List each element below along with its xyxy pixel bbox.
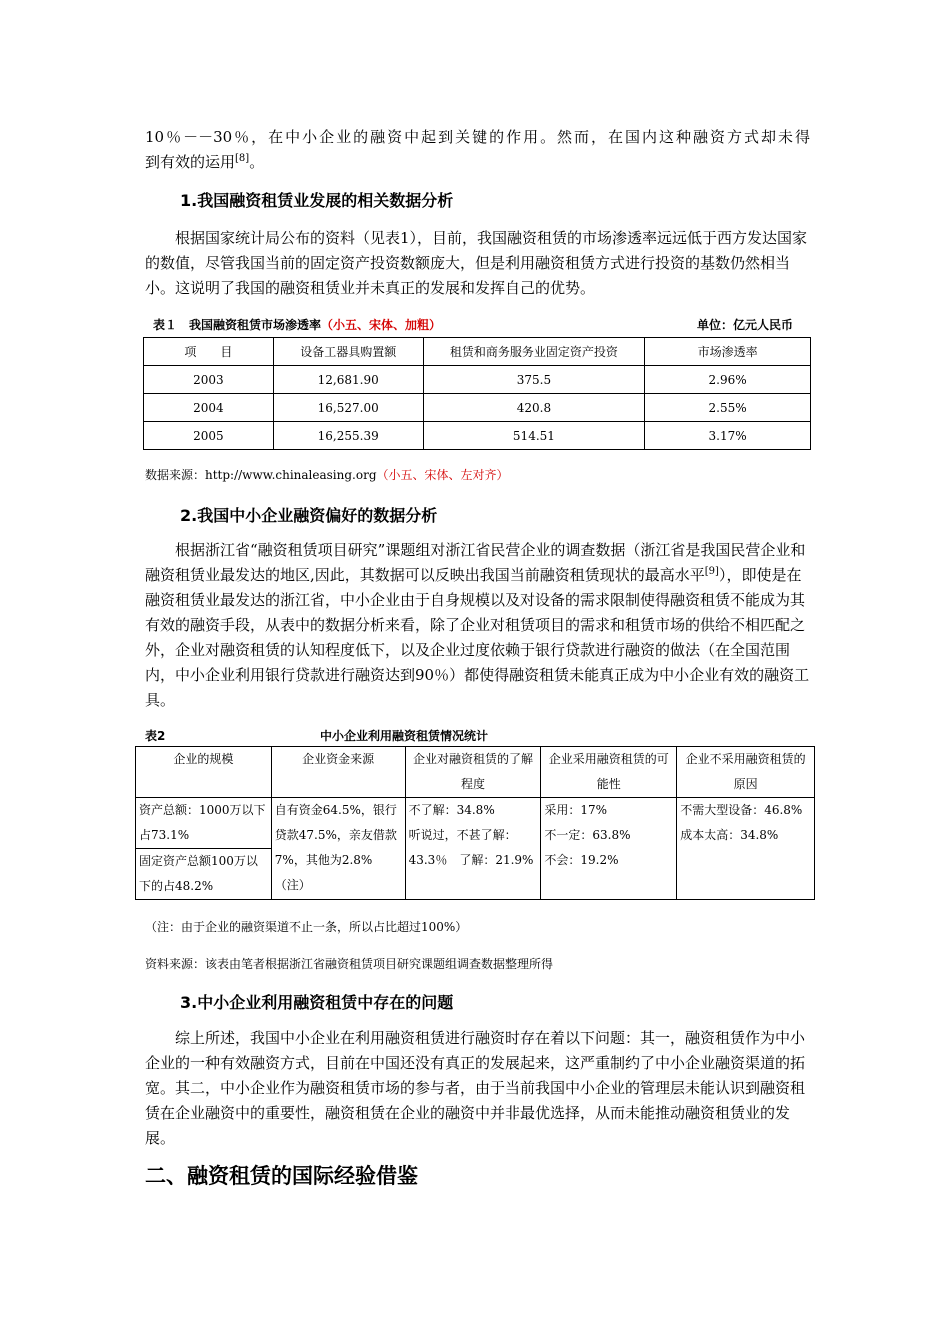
table-cell: 2.55% xyxy=(645,394,811,422)
table-2-header-row xyxy=(136,747,815,798)
table-cell: 16,527.00 xyxy=(273,394,423,422)
reason-line: 成本太高：34.8% xyxy=(680,828,779,842)
table-cell: 2003 xyxy=(144,366,274,394)
table-1-header: 租赁和商务服务业固定资产投资 xyxy=(423,338,645,366)
table-1-header-row xyxy=(144,338,811,366)
table-cell-scale-2: 固定资产总额100万以下的占48.2% xyxy=(136,849,272,900)
understanding-line: 不了解：34.8% xyxy=(408,803,495,817)
table-cell-funding: 自有资金64.5%，银行贷款47.5%，亲友借款7%，其他为2.8%（注） xyxy=(271,798,405,900)
section-3-paragraph: 综上所述，我国中小企业在利用融资租赁进行融资时存在着以下问题：其一，融资租赁作为中小企业的一种有效融资方式，目前在中国还没有真正的发展起来，这严重制约了中小企业融资渠道的拓宽。其二，中小企业作为融资租赁市场的参与者，由于当前我国中小企业的管理层未能认识到融资租赁在企业融资中的重要性，融资租赁在企业的融资中并非最优选择，从而未能推动融资租赁业的发展。 xyxy=(145,1029,806,1147)
table-2 xyxy=(135,746,815,900)
citation-9: [9] xyxy=(704,566,719,577)
table-cell: 2005 xyxy=(144,422,274,450)
intro-end: 。 xyxy=(249,153,265,171)
table-cell-scale-1: 资产总额：1000万以下占73.1% xyxy=(136,798,272,849)
table-cell-reasons xyxy=(677,798,815,900)
citation-8: [8] xyxy=(235,153,250,164)
table-2-header: 企业不采用融资租赁的原因 xyxy=(677,747,815,798)
table-1-format-note: （小五、宋体、加粗） xyxy=(321,318,442,332)
table-2-label: 表2 xyxy=(145,729,166,743)
table-1-source xyxy=(145,466,509,483)
table-1-unit: 单位：亿元人民币 xyxy=(696,318,793,332)
table-cell: 514.51 xyxy=(423,422,645,450)
table-cell: 16,255.39 xyxy=(273,422,423,450)
table-1-title: 表１ 我国融资租赁市场渗透率 xyxy=(153,318,322,332)
table-row xyxy=(136,798,815,849)
possibility-line: 不一定：63.8% xyxy=(544,828,631,842)
section-2-heading: 2.我国中小企业融资偏好的数据分析 xyxy=(180,506,438,525)
section-2-paragraph xyxy=(145,538,810,713)
understanding-line: 听说过，不甚了解：43.3％ 了解：21.9% xyxy=(408,828,534,867)
table-cell-understanding xyxy=(405,798,541,900)
table-row xyxy=(144,366,811,394)
table-2-header: 企业采用融资租赁的可能性 xyxy=(541,747,677,798)
intro-line-1: 10％－－30％，在中小企业的融资中起到关键的作用。然而，在国内这种融资方式却未得 xyxy=(145,128,810,146)
table-2-title: 中小企业利用融资租赁情况统计 xyxy=(320,729,489,743)
table-cell: 2004 xyxy=(144,394,274,422)
section-3-heading: 3.中小企业利用融资租赁中存在的问题 xyxy=(180,993,454,1012)
table-cell: 3.17% xyxy=(645,422,811,450)
table-1-caption xyxy=(153,316,793,333)
table-cell: 2.96% xyxy=(645,366,811,394)
table-cell: 375.5 xyxy=(423,366,645,394)
table-1-source-note: （小五、宋体、左对齐） xyxy=(376,468,509,482)
intro-paragraph xyxy=(145,125,810,175)
table-1-header: 市场渗透率 xyxy=(645,338,811,366)
reason-line: 不需大型设备：46.8% xyxy=(680,803,803,817)
table-row xyxy=(144,394,811,422)
section-1-heading: 1.我国融资租赁业发展的相关数据分析 xyxy=(180,191,454,210)
table-2-note: （注：由于企业的融资渠道不止一条，所以占比超过100%） xyxy=(145,920,468,934)
table-2-header: 企业的规模 xyxy=(136,747,272,798)
table-1-header: 设备工器具购置额 xyxy=(273,338,423,366)
table-2-source: 资料来源：该表由笔者根据浙江省融资租赁项目研究课题组调查数据整理所得 xyxy=(145,957,554,971)
table-1-header: 项 目 xyxy=(144,338,274,366)
possibility-line: 不会：19.2% xyxy=(544,853,619,867)
possibility-line: 采用：17% xyxy=(544,803,608,817)
table-2-caption xyxy=(145,727,785,744)
section-2-text-b: ），即使是在融资租赁业最发达的浙江省，中小企业由于自身规模以及对设备的需求限制使得融资租赁不能成为其有效的融资手段，从表中的数据分析来看，除了企业对租赁项目的需求和租赁市场的供给不相匹配之外，企业对融资租赁的认知程度低下，以及企业过度依赖于银行贷款进行融资的做法（在全国范围内，中小企业利用银行贷款进行融资达到90％）都使得融资租赁未能真正成为中小企业有效的融资工具。 xyxy=(145,566,810,709)
table-cell: 12,681.90 xyxy=(273,366,423,394)
table-cell: 420.8 xyxy=(423,394,645,422)
section-2-text-a: 根据浙江省“融资租赁项目研究”课题组对浙江省民营企业的调查数据（浙江省是我国民营企业和融资租赁业最发达的地区,因此，其数据可以反映出我国当前融资租赁现状的最高水平 xyxy=(145,541,806,584)
intro-line-2: 到有效的运用 xyxy=(145,153,236,171)
table-2-header: 企业资金来源 xyxy=(271,747,405,798)
table-1 xyxy=(143,337,811,450)
chapter-heading: 二、融资租赁的国际经验借鉴 xyxy=(145,1164,418,1188)
section-1-paragraph: 根据国家统计局公布的资料（见表1），目前，我国融资租赁的市场渗透率远远低于西方发达国家的数值，尽管我国当前的固定资产投资数额庞大，但是利用融资租赁方式进行投资的基数仍然相当小。这说明了我国的融资租赁业并未真正的发展和发挥自己的优势。 xyxy=(145,229,808,297)
table-1-source-text: 数据来源：http://www.chinaleasing.org xyxy=(145,468,377,482)
table-cell-possibility xyxy=(541,798,677,900)
table-2-header: 企业对融资租赁的了解程度 xyxy=(405,747,541,798)
table-row xyxy=(144,422,811,450)
